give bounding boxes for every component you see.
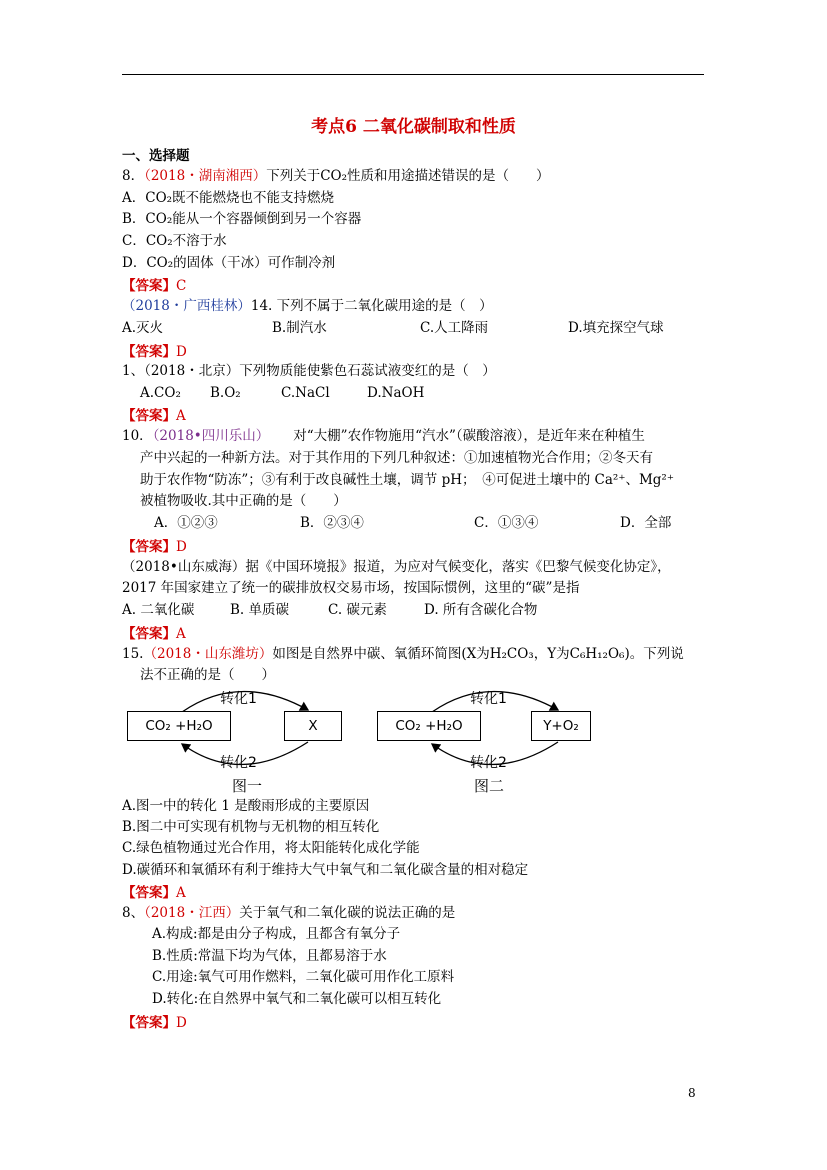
q7-stem: 8、（2018・江西）关于氧气和二氧化碳的说法正确的是 [122, 905, 456, 921]
fig2-caption: 图二 [474, 777, 505, 795]
q6-option-d: D.碳循环和氧循环有利于维持大气中氧气和二氧化碳含量的相对稳定 [122, 862, 529, 878]
q5-stem-line1: （2018•山东威海）据《中国环境报》报道，为应对气候变化，落实《巴黎气候变化协定》， [122, 559, 671, 575]
q3-stem: 1、（2018・北京）下列物质能使紫色石蕊试液变红的是（ ） [122, 363, 496, 379]
q3-option-c: C.NaCl [281, 385, 330, 401]
q4-option-b: B．②③④ [300, 515, 364, 531]
q7-option-a: A.构成:都是由分子构成，且都含有氧分子 [152, 926, 401, 942]
q3-answer: 【答案】A [122, 408, 186, 424]
fig1-left-box: CO₂ +H₂O [127, 711, 231, 741]
q4-answer: 【答案】D [122, 539, 187, 555]
q1-source: （2018・湖南湘西） [144, 168, 267, 184]
q2-option-d: D.填充探空气球 [568, 320, 664, 336]
q4-option-d: D．全部 [620, 515, 672, 531]
q2-option-a: A.灭火 [122, 320, 164, 336]
q6-source: （2018・山东潍坊） [143, 646, 273, 662]
q7-source: （2018・江西） [144, 905, 240, 921]
fig2-left-box: CO₂ +H₂O [377, 711, 481, 741]
q1-stem: 8．（2018・湖南湘西）下列关于CO₂性质和用途描述错误的是（ ） [122, 168, 550, 184]
q4-stem-line4: 被植物吸收.其中正确的是（ ） [140, 493, 347, 509]
q4-stem-line1: 10．（2018•四川乐山） 对“大棚”农作物施用“汽水”（碳酸溶液），是近年来在种植生 [122, 428, 645, 444]
q5-option-b: B. 单质碳 [230, 602, 290, 618]
q4-stem-line2: 产中兴起的一种新方法。对于其作用的下列几种叙述：①加速植物光合作用；②冬天有 [140, 450, 653, 466]
q2-option-b: B.制汽水 [272, 320, 327, 336]
q6-option-b: B.图二中可实现有机物与无机物的相互转化 [122, 819, 380, 835]
q2-answer: 【答案】D [122, 344, 187, 360]
q1-option-c: C．CO₂不溶于水 [122, 233, 227, 249]
q3-option-b: B.O₂ [210, 385, 241, 401]
fig2-right-box: Y+O₂ [531, 711, 591, 741]
page-number: 8 [688, 1086, 696, 1100]
fig1-bottom-label: 转化2 [220, 755, 257, 771]
q6-stem-line2: 法不正确的是（ ） [140, 667, 275, 683]
q5-stem-line2: 2017 年国家建立了统一的碳排放权交易市场，按国际惯例，这里的“碳”是指 [122, 580, 580, 596]
fig2-top-label: 转化1 [470, 691, 507, 707]
q4-option-a: A．①②③ [154, 515, 218, 531]
q2-source: （2018・广西桂林） [122, 298, 251, 314]
section-heading: 一、选择题 [122, 148, 190, 164]
q7-option-d: D.转化:在自然界中氧气和二氧化碳可以相互转化 [152, 991, 442, 1007]
q1-option-b: B．CO₂能从一个容器倾倒到另一个容器 [122, 211, 362, 227]
q6-stem-line1: 15.（2018・山东潍坊）如图是自然界中碳、氧循环简图(X为H₂CO₃，Y为C₆H₁₂O₆)。下列说 [122, 646, 684, 662]
q6-option-c: C.绿色植物通过光合作用，将太阳能转化成化学能 [122, 840, 420, 856]
q3-option-d: D.NaOH [367, 385, 425, 401]
q4-stem-line3: 助于农作物“防冻”；③有利于改良碱性土壤，调节 pH； ④可促进土壤中的 Ca²⁺、Mg²⁺ [140, 472, 674, 488]
fig1-right-box: X [284, 711, 342, 741]
q6-answer: 【答案】A [122, 885, 186, 901]
q5-answer: 【答案】A [122, 626, 186, 642]
q7-option-c: C.用途:氧气可用作燃料，二氧化碳可用作化工原料 [152, 969, 455, 985]
q5-option-d: D. 所有含碳化合物 [424, 602, 538, 618]
q1-answer: 【答案】C [122, 278, 187, 294]
q4-option-c: C．①③④ [474, 515, 539, 531]
q3-option-a: A.CO₂ [140, 385, 181, 401]
q2-stem: （2018・广西桂林）14. 下列不属于二氧化碳用途的是（ ） [122, 298, 493, 314]
q5-option-c: C. 碳元素 [328, 602, 387, 618]
q4-source: （2018•四川乐山） [152, 428, 270, 444]
q7-option-b: B.性质:常温下均为气体，且都易溶于水 [152, 948, 387, 964]
q1-option-a: A．CO₂既不能燃烧也不能支持燃烧 [122, 190, 335, 206]
fig1-caption: 图一 [232, 777, 263, 795]
q6-option-a: A.图一中的转化 1 是酸雨形成的主要原因 [122, 798, 370, 814]
fig1-top-label: 转化1 [220, 691, 257, 707]
q7-answer: 【答案】D [122, 1015, 187, 1031]
q1-option-d: D．CO₂的固体（干冰）可作制冷剂 [122, 255, 336, 271]
q5-option-a: A. 二氧化碳 [122, 602, 195, 618]
q2-option-c: C.人工降雨 [420, 320, 489, 336]
fig2-bottom-label: 转化2 [470, 755, 507, 771]
page-title: 考点6 二氧化碳制取和性质 [311, 117, 516, 137]
